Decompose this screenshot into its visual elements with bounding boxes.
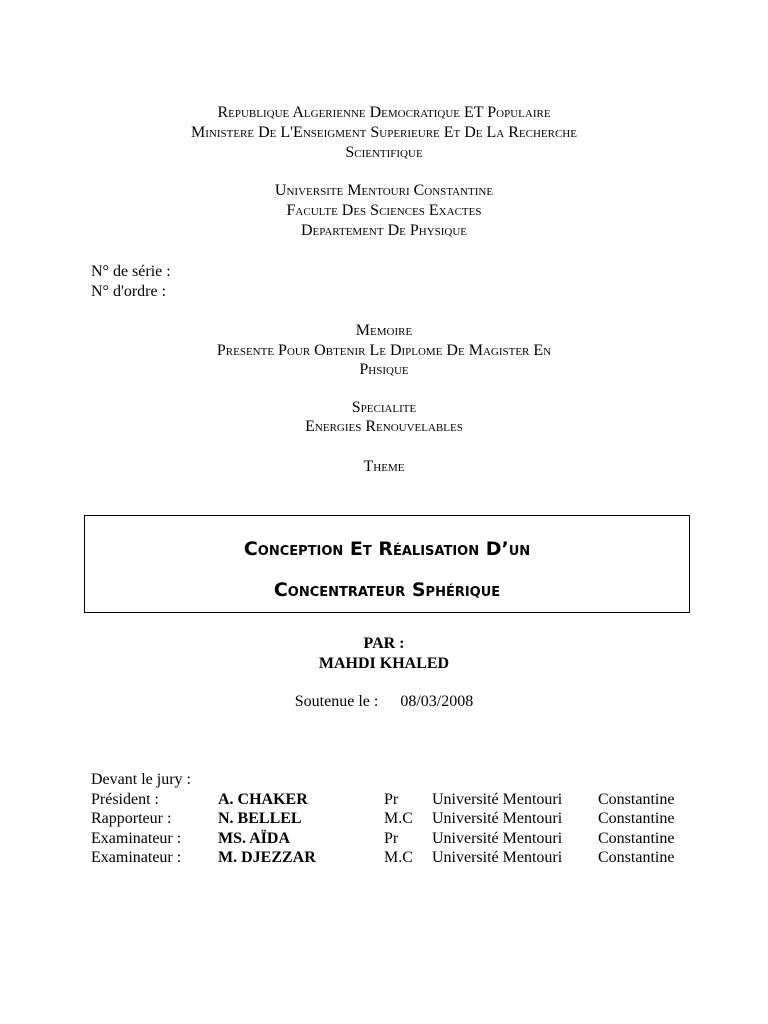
jury-name: MS. AÏDA xyxy=(218,830,291,847)
defense-date-line xyxy=(0,692,768,711)
jury-member-row xyxy=(91,848,711,867)
jury-role: Rapporteur : xyxy=(91,810,172,827)
department-name: Departement De Physique xyxy=(300,222,468,239)
defense-label: Soutenue le : xyxy=(294,693,379,710)
jury-university: Université Mentouri xyxy=(432,791,563,808)
jury-university: Université Mentouri xyxy=(432,810,563,827)
jury-grade: M.C xyxy=(384,849,413,866)
by-label: PAR : xyxy=(363,635,405,652)
jury-university: Université Mentouri xyxy=(432,830,563,847)
jury-grade: M.C xyxy=(384,810,413,827)
jury-role: Examinateur : xyxy=(91,849,182,866)
jury-city: Constantine xyxy=(598,791,675,808)
defense-date: 08/03/2008 xyxy=(400,693,474,710)
presented-for-line2: Phsique xyxy=(359,361,409,378)
theme-title-line1: Conception Et Réalisation D’un xyxy=(243,538,531,560)
speciality-label: Specialite xyxy=(351,399,417,416)
jury-name: A. CHAKER xyxy=(218,791,308,808)
jury-city: Constantine xyxy=(598,849,675,866)
jury-city: Constantine xyxy=(598,810,675,827)
serial-number-label: N° de série : xyxy=(91,263,171,280)
jury-grade: Pr xyxy=(384,830,399,847)
jury-role: Président : xyxy=(91,791,159,808)
jury-city: Constantine xyxy=(598,830,675,847)
speciality-value: Energies Renouvelables xyxy=(305,418,463,435)
jury-member-row xyxy=(91,829,711,848)
author-name: MAHDI KHALED xyxy=(318,655,450,672)
university-name: Universite Mentouri Constantine xyxy=(274,182,494,199)
order-number-label: N° d'ordre : xyxy=(91,283,167,300)
theme-label: Theme xyxy=(363,458,405,475)
theme-title-line2: Concentrateur Sphérique xyxy=(273,579,501,601)
jury-role: Examinateur : xyxy=(91,830,182,847)
jury-member-row xyxy=(91,790,711,809)
presented-for-line1: Presente Pour Obtenir Le Diplome De Magister En xyxy=(216,342,552,359)
ministry-title-line2: Scientifique xyxy=(345,144,423,161)
republic-title: Republique Algerienne Democratique ET Populaire xyxy=(217,104,551,121)
ministry-title-line1: Ministere De L'Enseigment Superieure Et De La Recherche xyxy=(191,124,577,141)
jury-member-row xyxy=(91,809,711,828)
memoire-title: Memoire xyxy=(355,322,413,339)
jury-grade: Pr xyxy=(384,791,399,808)
jury-university: Université Mentouri xyxy=(432,849,563,866)
theme-box xyxy=(84,515,690,613)
jury-name: M. DJEZZAR xyxy=(218,849,316,866)
faculty-name: Faculte Des Sciences Exactes xyxy=(286,202,482,219)
jury-heading: Devant le jury : xyxy=(91,771,191,788)
jury-name: N. BELLEL xyxy=(218,810,302,827)
